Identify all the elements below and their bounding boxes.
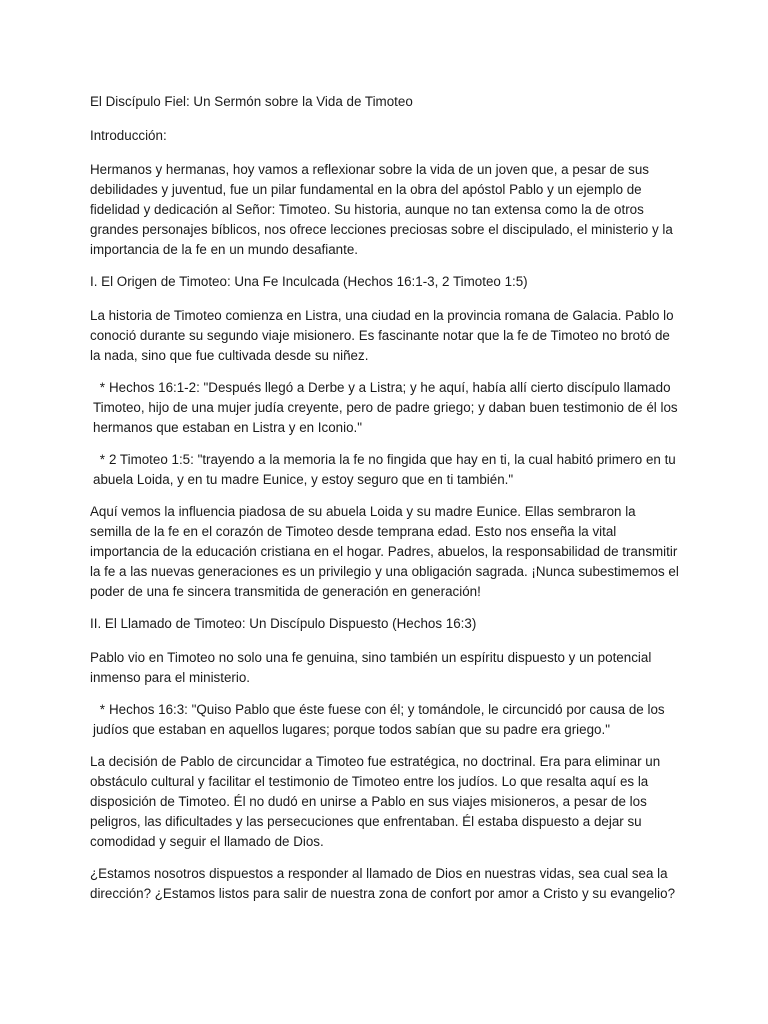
quote-text: Hechos 16:1-2: "Después llegó a Derbe y a Listra; y he aquí, había allí cierto discípulo llamado Timoteo, hijo de una mujer judía creyente, pero de padre griego; y daban buen testimonio de él los hermanos que estaban en Listra y en Iconio." xyxy=(93,380,678,435)
intro-paragraph: Hermanos y hermanas, hoy vamos a reflexionar sobre la vida de un joven que, a pesar de sus debilidades y juventud, fue un pilar fundamental en la obra del apóstol Pablo y un ejemplo de fidelidad y dedicación al Señor: Timoteo. Su historia, aunque no tan extensa como la de otros grandes personajes bíblicos, nos ofrece lecciones preciosas sobre el discipulado, el ministerio y la importancia de la fe en un mundo desafiante. xyxy=(90,162,673,257)
section-1-quote-2 xyxy=(90,450,680,490)
bullet-icon: * xyxy=(99,452,105,467)
section-1-paragraph-1: La historia de Timoteo comienza en Listra, una ciudad en la provincia romana de Galacia. Pablo lo conoció durante su segundo viaje misionero. Es fascinante notar que la fe de Timoteo no brotó de la nada, sino que fue cultivada desde su niñez. xyxy=(90,308,674,363)
section-2-quote-1 xyxy=(90,700,680,740)
quote-text: Hechos 16:3: "Quiso Pablo que éste fuese con él; y tomándole, le circuncidó por causa de los judíos que estaban en aquellos lugares; porque todos sabían que su padre era griego." xyxy=(93,702,665,737)
section-1-heading: I. El Origen de Timoteo: Una Fe Inculcada (Hechos 16:1-3, 2 Timoteo 1:5) xyxy=(90,274,528,289)
quote-text: 2 Timoteo 1:5: "trayendo a la memoria la fe no fingida que hay en ti, la cual habitó primero en tu abuela Loida, y en tu madre Eunice, y estoy seguro que en ti también." xyxy=(93,452,676,487)
section-2-paragraph-1: Pablo vio en Timoteo no solo una fe genuina, sino también un espíritu dispuesto y un potencial inmenso para el ministerio. xyxy=(90,650,652,685)
section-2-paragraph-2: La decisión de Pablo de circuncidar a Timoteo fue estratégica, no doctrinal. Era para eliminar un obstáculo cultural y facilitar el testimonio de Timoteo entre los judíos. Lo que resalta aquí es la disposición de Timoteo. Él no dudó en unirse a Pablo en sus viajes misioneros, a pesar de los peligros, las dificultades y las persecuciones que enfrentaban. Él estaba dispuesto a dejar su comodidad y seguir el llamado de Dios. xyxy=(90,754,661,849)
section-1-quote-1 xyxy=(90,378,680,438)
document-title: El Discípulo Fiel: Un Sermón sobre la Vida de Timoteo xyxy=(90,94,413,109)
section-1-paragraph-2: Aquí vemos la influencia piadosa de su abuela Loida y su madre Eunice. Ellas sembraron la semilla de la fe en el corazón de Timoteo desde temprana edad. Esto nos enseña la vital importancia de la educación cristiana en el hogar. Padres, abuelos, la responsabilidad de transmitir la fe a las nuevas generaciones es un privilegio y una obligación sagrada. ¡Nunca subestimemos el poder de una fe sincera transmitida de generación en generación! xyxy=(90,504,679,599)
bullet-icon: * xyxy=(99,380,105,395)
document-page xyxy=(90,92,680,916)
bullet-icon: * xyxy=(99,702,105,717)
section-2-paragraph-3: ¿Estamos nosotros dispuestos a responder al llamado de Dios en nuestras vidas, sea cual sea la dirección? ¿Estamos listos para salir de nuestra zona de confort por amor a Cristo y su evangelio? xyxy=(90,866,676,901)
intro-heading: Introducción: xyxy=(90,128,167,143)
section-2-heading: II. El Llamado de Timoteo: Un Discípulo Dispuesto (Hechos 16:3) xyxy=(90,616,477,631)
